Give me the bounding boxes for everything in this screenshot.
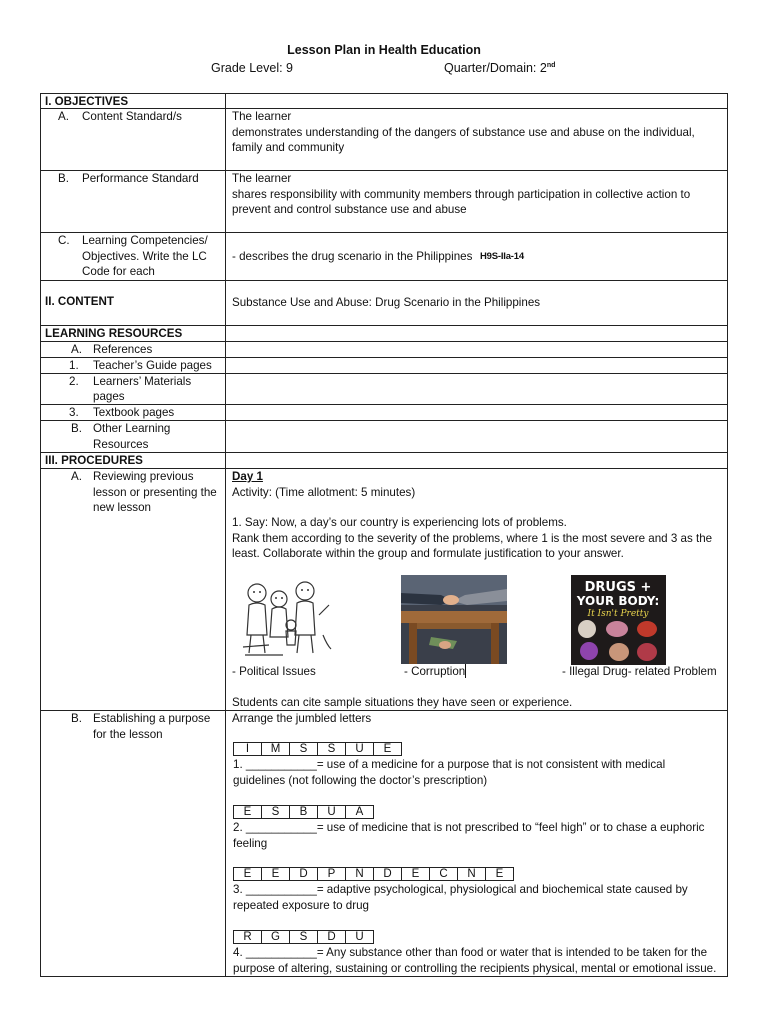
letter-box: U xyxy=(345,930,374,944)
letter-box: D xyxy=(289,867,318,881)
content-heading: II. CONTENT xyxy=(45,295,114,308)
content-row xyxy=(40,281,728,326)
letter-box: E xyxy=(261,867,290,881)
teachers-guide-row: 1. Teacher’s Guide pages xyxy=(40,358,728,374)
letter-box: E xyxy=(233,805,262,819)
procedures-heading-row xyxy=(40,453,728,469)
svg-text:It Isn't Pretty: It Isn't Pretty xyxy=(587,609,649,619)
letter-box: E xyxy=(373,742,402,756)
letter-box: R xyxy=(233,930,262,944)
letter-box: G xyxy=(261,930,290,944)
letter-box: E xyxy=(485,867,514,881)
letter-box: S xyxy=(289,742,318,756)
content-text: Substance Use and Abuse: Drug Scenario in the Philippines xyxy=(232,296,541,309)
other-resources-row: B. Other Learning Resources xyxy=(40,421,728,453)
letter-box: N xyxy=(457,867,486,881)
letter-box: U xyxy=(345,742,374,756)
objectives-heading: I. OBJECTIVES xyxy=(45,95,129,108)
textbook-row: 3. Textbook pages xyxy=(40,405,728,421)
letter-box: P xyxy=(317,867,346,881)
letter-box: D xyxy=(373,867,402,881)
caption-political-issues: - Political Issues xyxy=(232,665,316,678)
references-row: A. References xyxy=(40,342,728,358)
political-cartoon-image xyxy=(239,575,335,661)
letter-box: A xyxy=(345,805,374,819)
letter-box: S xyxy=(261,805,290,819)
letter-box: S xyxy=(317,742,346,756)
jumbled-letters-4 xyxy=(233,930,374,944)
lesson-plan-page: Lesson Plan in Health Education Grade Level: 9 Quarter/Domain: 2nd I. OBJECTIVES A. Content Standard/s The learner demonstrates understanding of the dangers of substance use and abuse on the individual, family and community B. Performance Standard The learner shares responsibility with community members through participation in collective action to prevent and control substance use and abuse C. Learning Competencies/ Objectives. Write the LC Code for each - describes the drug scenario in the Philippines H9S-IIa-14 II. CONTENT Substance Use and Abuse: Drug Scenario in the Philippines LEARNING RESOURCES A. References 1. Teacher’s Guide pages 2. Learners’ Materials pages 3. Textbook pages B. Other Learning Resources III. PROCEDURES A. Reviewing previous lesson or presenting the new lesson Day 1 Activity: (Time allotment: 5 minutes) 1. Say: Now, a day’s our country is experiencing lots of problems. Rank them according to the severity of the problems, where 1 is the most severe and 3 as the least. Collaborate within the group and formulate justification to your answer. DRUGS + YOUR BODY: It Isn't Pretty - Political Issues - Corruption - Illegal Drug- related Problem Students can cite sample situations they have seen or experience. B. Establishing a purpose for the lesson Arrange the jumbled letters I M S S U E 1. ___________= use of a medicine for a purpose that is not consistent with medical guidelines (not following the doctor’s prescription) E S B U A 2. ___________= use of medicine that is not prescribed to “feel high” or to chase a euphoric feeling E E D P N D E C N E 3. ___________= adaptive psychological, physiological and biochemical state caused by repeated exposure to drug R G S D U 4. ___________= Any substance other than food or water that is intended to be taken for the purpose of altering, sustaining or controlling the recipients physical, mental or emotional issue. xyxy=(0,0,768,1024)
letter-box: C xyxy=(429,867,458,881)
letter-box: U xyxy=(317,805,346,819)
performance-standard-label: Performance Standard xyxy=(82,172,199,185)
day-label: Day 1 xyxy=(232,470,263,483)
jumbled-letters-3 xyxy=(233,867,514,881)
letter-box: E xyxy=(233,867,262,881)
letter-box: S xyxy=(289,930,318,944)
jumbled-letters-1 xyxy=(233,742,402,756)
document-title: Lesson Plan in Health Education xyxy=(287,43,481,57)
competency-text: - describes the drug scenario in the Philippines xyxy=(232,250,473,263)
grade-level: Grade Level: 9 xyxy=(211,61,293,75)
svg-text:DRUGS +: DRUGS + xyxy=(584,580,652,595)
text-cursor xyxy=(465,664,466,678)
resources-heading: LEARNING RESOURCES xyxy=(45,327,183,340)
letter-box: N xyxy=(345,867,374,881)
purpose-row: B. Establishing a purpose for the lesson Arrange the jumbled letters xyxy=(40,711,728,977)
letter-box: D xyxy=(317,930,346,944)
letter-box: B xyxy=(289,805,318,819)
svg-text:YOUR BODY:: YOUR BODY: xyxy=(576,594,660,608)
caption-drug-problem: - Illegal Drug- related Problem xyxy=(562,665,717,678)
drugs-poster-image xyxy=(571,575,666,665)
procedures-heading: III. PROCEDURES xyxy=(45,454,143,467)
objectives-heading-row xyxy=(40,93,728,109)
performance-standard-row: B. Performance Standard The learner shares responsibility with community members through participation in collective action to prevent and control substance use and abuse xyxy=(40,171,728,233)
corruption-image xyxy=(401,575,507,664)
content-standard-label: Content Standard/s xyxy=(82,110,182,123)
resources-heading-row xyxy=(40,326,728,342)
lc-code: H9S-IIa-14 xyxy=(480,251,524,262)
competencies-row: C. Learning Competencies/ Objectives. Write the LC Code for each - describes the drug scenario in the Philippines H9S-IIa-14 xyxy=(40,233,728,281)
letter-box: I xyxy=(233,742,262,756)
jumbled-letters-2 xyxy=(233,805,374,819)
letter-box: M xyxy=(261,742,290,756)
learners-materials-row: 2. Learners’ Materials pages xyxy=(40,374,728,405)
caption-corruption: - Corruption xyxy=(404,665,466,678)
letter-box: E xyxy=(401,867,430,881)
quarter-domain: Quarter/Domain: 2nd xyxy=(444,61,556,75)
content-standard-row: A. Content Standard/s The learner demonstrates understanding of the dangers of substance use and abuse on the individual, family and community xyxy=(40,109,728,171)
reviewing-row: A. Reviewing previous lesson or presenting the new lesson Day 1 Activity: (Time allotment: 5 minutes) 1. Say: Now, a day’s our country is experiencing lots of problems. Rank them according to the severity of the problems, where 1 is the most severe and 3 as the least. Collaborate within the group and formulate justification to your answer. DRUGS + YOUR BODY: It Isn't Pretty - Political Issues - Corruption - Illegal Drug- related Problem Students can cite sample situations they have seen or experience. xyxy=(40,469,728,711)
